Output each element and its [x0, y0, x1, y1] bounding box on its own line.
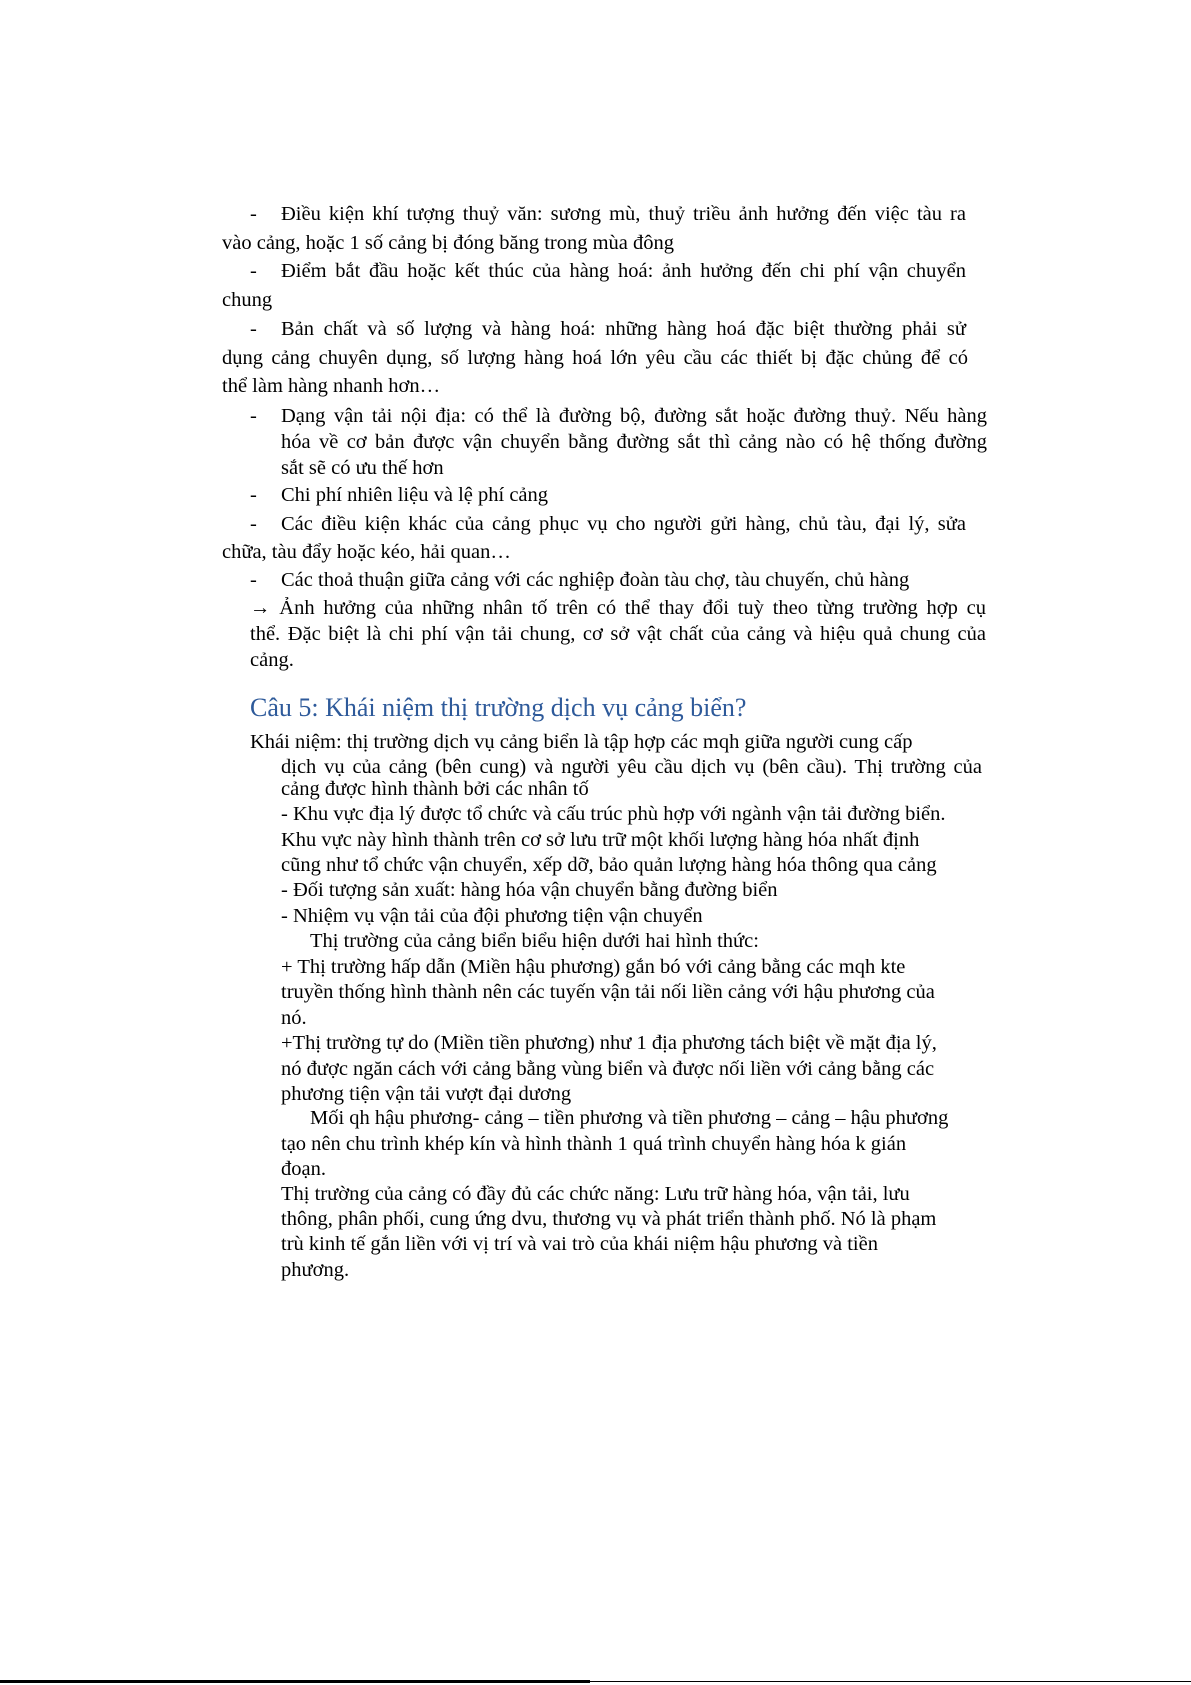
body-line: tạo nên chu trình khép kín và hình thành 1 quá trình chuyển hàng hóa k gián [281, 1133, 907, 1155]
list-item-line: Chi phí nhiên liệu và lệ phí cảng [281, 484, 549, 506]
list-item-line: Điều kiện khí tượng thuỷ văn: sương mù, thuỷ triều ảnh hưởng đến việc tàu ra [281, 203, 966, 225]
list-item-line: thể làm hàng nhanh hơn… [222, 375, 441, 397]
body-line: - Đối tượng sản xuất: hàng hóa vận chuyển bằng đường biển [281, 879, 778, 901]
bullet-dash: - [250, 569, 257, 591]
body-line: đoạn. [281, 1158, 326, 1180]
body-line: trù kinh tế gắn liền với vị trí và vai trò của khái niệm hậu phương và tiền [281, 1233, 878, 1255]
body-line: - Nhiệm vụ vận tải của đội phương tiện vận chuyển [281, 905, 703, 927]
body-line: cảng được hình thành bởi các nhân tố [281, 778, 589, 800]
list-item-line: Dạng vận tải nội địa: có thể là đường bộ, đường sắt hoặc đường thuỷ. Nếu hàng [281, 405, 987, 427]
body-line: Khái niệm: thị trường dịch vụ cảng biển là tập hợp các mqh giữa người cung cấp [250, 731, 913, 753]
list-item-line: sắt sẽ có ưu thế hơn [281, 457, 444, 479]
bullet-dash: - [250, 203, 257, 225]
page-bottom-rule [0, 1680, 590, 1683]
body-line: + Thị trường hấp dẫn (Miền hậu phương) gắn bó với cảng bằng các mqh kte [281, 956, 906, 978]
bullet-dash: - [250, 513, 257, 535]
body-line: thông, phân phối, cung ứng dvu, thương vụ và phát triển thành phố. Nó là phạm [281, 1208, 937, 1230]
body-line: +Thị trường tự do (Miền tiền phương) như 1 địa phương tách biệt về mặt địa lý, [281, 1032, 937, 1054]
body-line: Thị trường của cảng có đầy đủ các chức năng: Lưu trữ hàng hóa, vận tải, lưu [281, 1183, 910, 1205]
body-line: Khu vực này hình thành trên cơ sở lưu trữ một khối lượng hàng hóa nhất định [281, 829, 920, 851]
body-line: Mối qh hậu phương- cảng – tiền phương và tiền phương – cảng – hậu phương [310, 1107, 949, 1129]
list-item-line: chữa, tàu đẩy hoặc kéo, hải quan… [222, 541, 511, 563]
body-line: truyền thống hình thành nên các tuyến vận tải nối liền cảng với hậu phương của [281, 981, 935, 1003]
body-line: cũng như tổ chức vận chuyển, xếp dỡ, bảo quản lượng hàng hóa thông qua cảng [281, 854, 937, 876]
body-line: Thị trường của cảng biển biểu hiện dưới hai hình thức: [310, 930, 759, 952]
list-item-line: Bản chất và số lượng và hàng hoá: những hàng hoá đặc biệt thường phải sử [281, 318, 966, 340]
section-heading: Câu 5: Khái niệm thị trường dịch vụ cảng biển? [250, 693, 747, 722]
conclusion-line: → Ảnh hưởng của những nhân tố trên có thể thay đổi tuỳ theo từng trường hợp cụ [250, 597, 986, 619]
list-item-line: vào cảng, hoặc 1 số cảng bị đóng băng trong mùa đông [222, 232, 675, 254]
bullet-dash: - [250, 484, 257, 506]
bullet-dash: - [250, 405, 257, 427]
body-line: - Khu vực địa lý được tổ chức và cấu trúc phù hợp với ngành vận tải đường biển. [281, 803, 946, 825]
conclusion-line: cảng. [250, 649, 294, 671]
body-line: phương tiện vận tải vượt đại dương [281, 1083, 572, 1105]
body-line: phương. [281, 1259, 350, 1281]
conclusion-line: thể. Đặc biệt là chi phí vận tải chung, cơ sở vật chất của cảng và hiệu quả chung của [250, 623, 986, 645]
list-item-line: Điểm bắt đầu hoặc kết thúc của hàng hoá: ảnh hưởng đến chi phí vận chuyển [281, 260, 966, 282]
list-item-line: dụng cảng chuyên dụng, số lượng hàng hoá lớn yêu cầu các thiết bị đặc chủng để có [222, 347, 968, 369]
page-bottom-rule-thin [590, 1681, 1191, 1682]
bullet-dash: - [250, 260, 257, 282]
list-item-line: chung [222, 289, 273, 311]
bullet-dash: - [250, 318, 257, 340]
list-item-line: Các điều kiện khác của cảng phục vụ cho người gửi hàng, chủ tàu, đại lý, sửa [281, 513, 966, 535]
body-line: nó được ngăn cách với cảng bằng vùng biển và được nối liền với cảng bằng các [281, 1058, 935, 1080]
list-item-line: Các thoả thuận giữa cảng với các nghiệp đoàn tàu chợ, tàu chuyến, chủ hàng [281, 569, 910, 591]
body-line: dịch vụ của cảng (bên cung) và người yêu cầu dịch vụ (bên cầu). Thị trường của [281, 756, 982, 778]
list-item-line: hóa về cơ bản được vận chuyển bằng đường sắt thì cảng nào có hệ thống đường [281, 431, 987, 453]
body-line: nó. [281, 1007, 307, 1029]
